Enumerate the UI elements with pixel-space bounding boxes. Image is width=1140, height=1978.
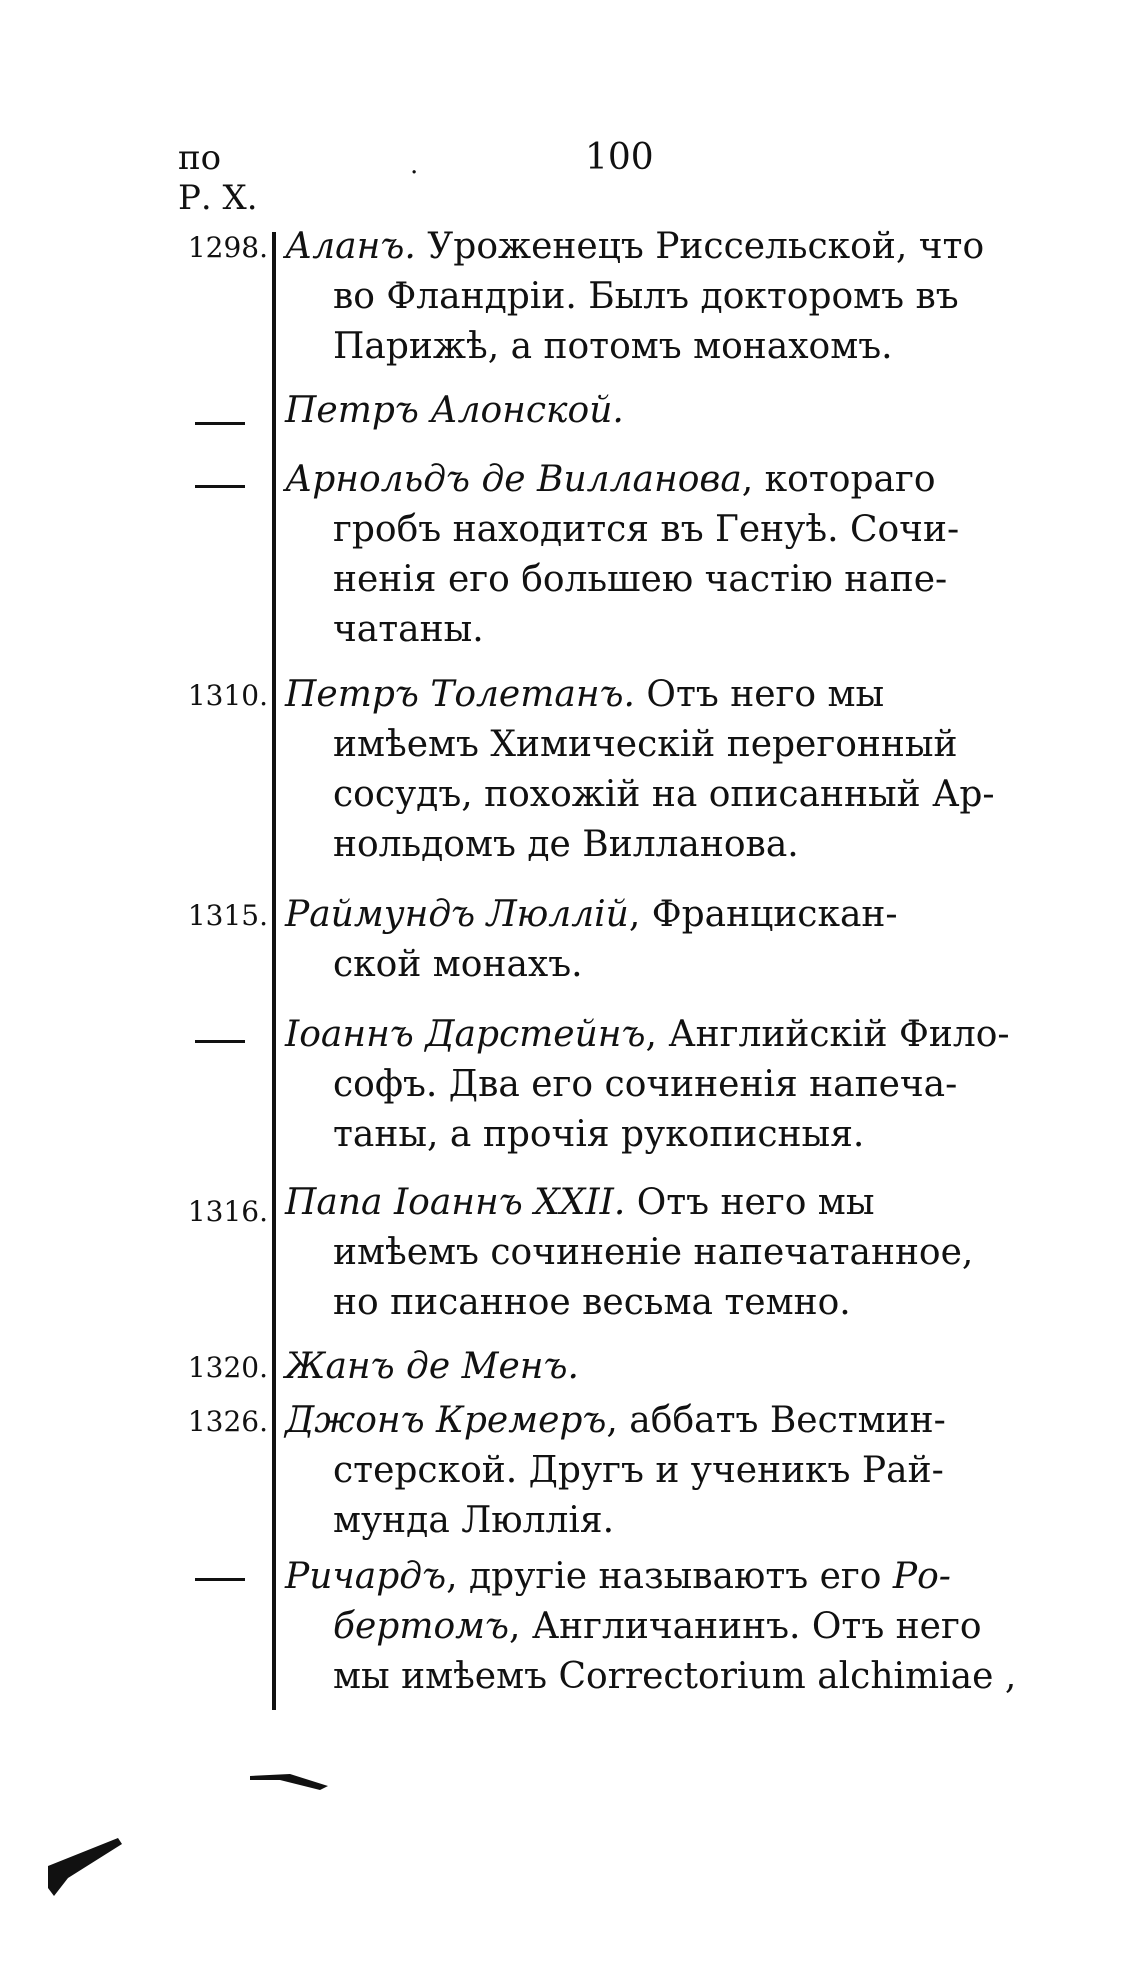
entry-name: Арнольдъ де Вилланова [285, 459, 742, 500]
vertical-rule [272, 232, 276, 1710]
entry-body [285, 890, 1055, 990]
entry-text: , Англичанинъ. Отъ него [508, 1606, 982, 1647]
entry-name: Петръ Алонской. [285, 390, 624, 431]
ditto-dash [195, 1040, 245, 1043]
ditto-dash [195, 1578, 245, 1581]
ink-smudge [250, 1772, 330, 1792]
entry-text: чатаны. [333, 609, 484, 650]
entry-name: Ричардъ [285, 1556, 447, 1597]
entry-body [285, 1010, 1055, 1160]
entry-name: Аланъ. [285, 226, 416, 267]
entry-text: имѣемъ сочиненіе напечатанное, [333, 1232, 974, 1273]
entry-text: нольдомъ де Вилланова. [333, 824, 799, 865]
era-label-line1: по [178, 138, 222, 178]
entry-body [285, 1342, 1055, 1392]
entry-year: 1320. [187, 1351, 268, 1384]
entry-text: мунда Люллія. [333, 1500, 615, 1541]
entry-text: , аббатъ Вестмин- [606, 1400, 946, 1441]
entry-text: софъ. Два его сочиненія напеча- [333, 1064, 958, 1105]
entry-text: Отъ него мы [634, 674, 885, 715]
entry-body [285, 670, 1055, 870]
entry-year: 1310. [187, 679, 268, 712]
entry-name-continued: Ро- [892, 1556, 951, 1597]
entry-text: ской монахъ. [333, 944, 583, 985]
entry-text: Уроженецъ Риссельской, что [415, 226, 985, 267]
entry-name: Петръ Толетанъ. [285, 674, 635, 715]
entry-text: , другіе называютъ его [446, 1556, 893, 1597]
entry-body [285, 222, 1055, 372]
entry-year: 1315. [187, 899, 268, 932]
entry-year: 1316. [187, 1195, 268, 1228]
entry-body [285, 1178, 1055, 1328]
ditto-dash [195, 485, 245, 488]
ink-smudge [48, 1838, 128, 1898]
entry-body [285, 1552, 1055, 1702]
era-label [178, 138, 258, 218]
entry-text: Парижѣ, а потомъ монахомъ. [333, 326, 893, 367]
entry-name: бертомъ [333, 1606, 509, 1647]
entry-body [285, 455, 1055, 655]
entry-text: Отъ него мы [625, 1182, 875, 1223]
page-number: 100 [585, 137, 654, 178]
entry-text: ненія его большею частію напе- [333, 559, 948, 600]
entry-body [285, 1396, 1055, 1546]
entry-text: , котораго [741, 459, 936, 500]
entry-text: имѣемъ Химическій перегонный [333, 724, 958, 765]
print-speck: . [410, 150, 419, 180]
entry-body [285, 386, 1055, 436]
entry-text: сосудъ, похожій на описанный Ар- [333, 774, 995, 815]
entry-text: во Фландріи. Былъ докторомъ въ [333, 276, 959, 317]
entry-text: гробъ находится въ Генуѣ. Сочи- [333, 509, 960, 550]
entry-text: , Францискан- [628, 894, 898, 935]
entry-text: стерской. Другъ и ученикъ Рай- [333, 1450, 944, 1491]
entry-text: мы имѣемъ Correctorium alchimiae , [333, 1656, 1017, 1697]
entry-text: , Английскій Фило- [645, 1014, 1010, 1055]
ditto-dash [195, 422, 245, 425]
entry-name: Жанъ де Менъ. [285, 1346, 579, 1387]
entry-name: Раймундъ Люллій [285, 894, 629, 935]
entry-text: но писанное весьма темно. [333, 1282, 851, 1323]
entry-name: Іоаннъ Дарстейнъ [285, 1014, 646, 1055]
entry-year: 1326. [187, 1405, 268, 1438]
entry-text: таны, а прочія рукописныя. [333, 1114, 865, 1155]
era-label-line2: Р. Х. [178, 178, 258, 218]
entry-year: 1298. [187, 231, 268, 264]
entry-name: Джонъ Кремеръ [285, 1400, 607, 1441]
entry-name: Папа Іоаннъ XXII. [285, 1182, 626, 1223]
